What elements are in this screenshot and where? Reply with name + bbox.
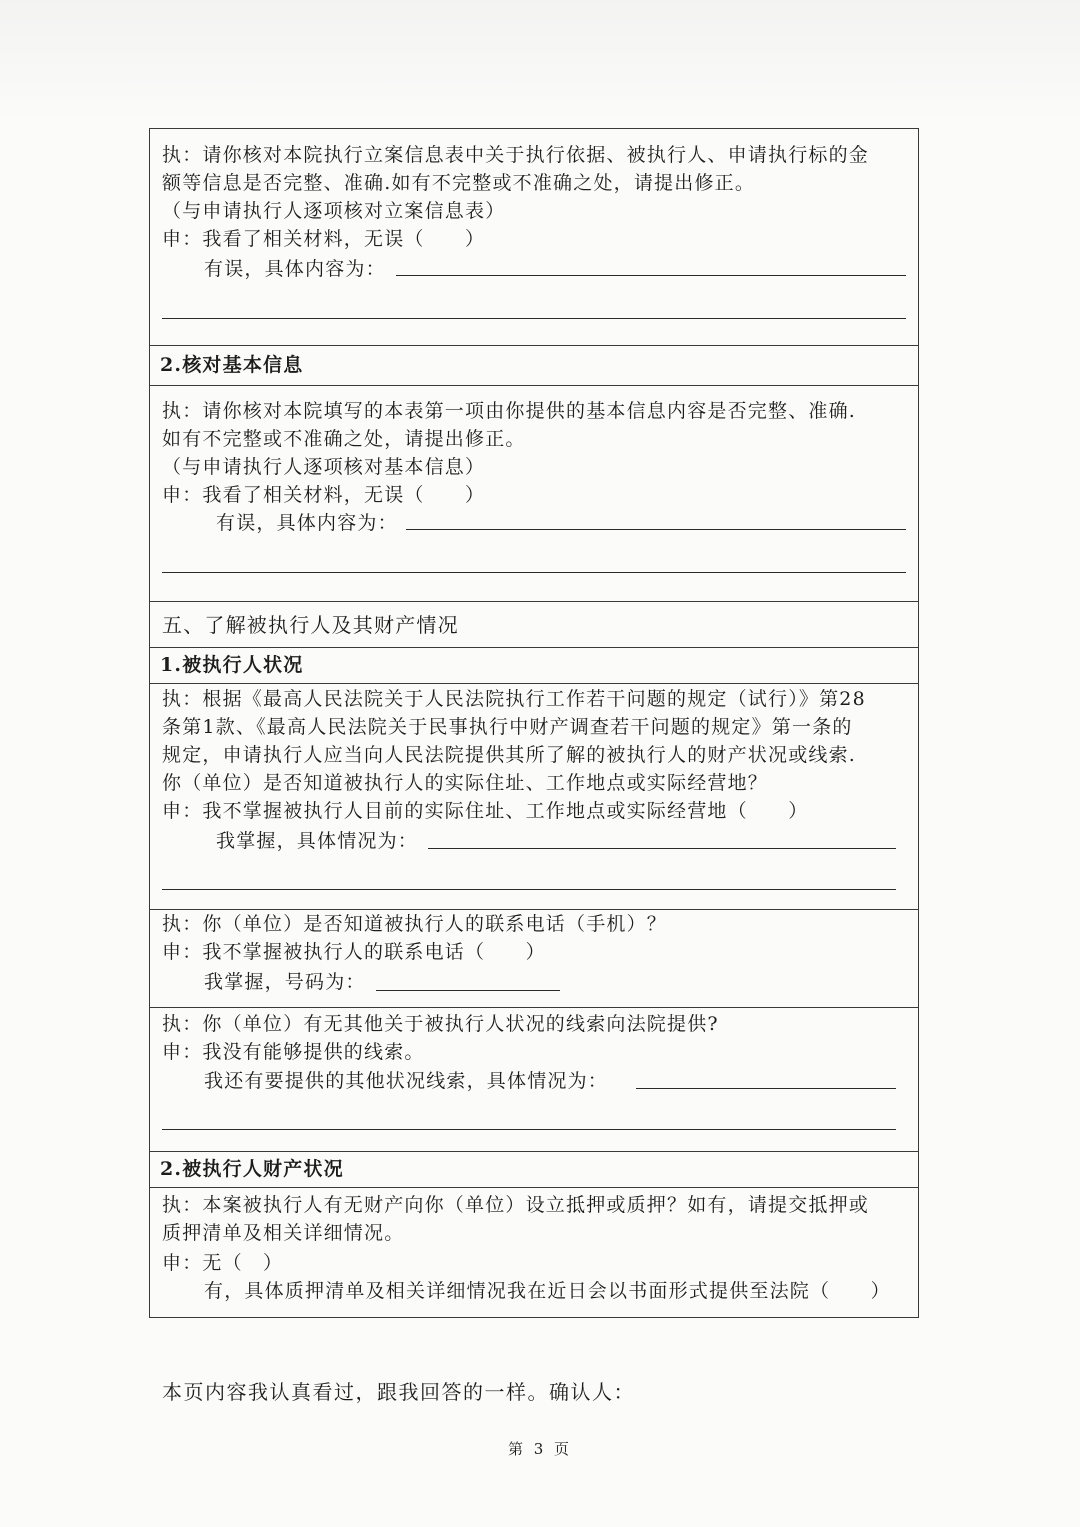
row-divider <box>150 345 918 346</box>
page-confirmation-statement: 本页内容我认真看过，跟我回答的一样。确认人： <box>162 1380 635 1404</box>
phone-answer-known-label: 我掌握，号码为： <box>204 971 366 993</box>
section-heading-verify-basic-info: 2.核对基本信息 <box>160 354 304 376</box>
phone-question: 执：你（单位）是否知道被执行人的联系电话（手机）？ <box>162 913 668 935</box>
verify-filing-error-fill-line[interactable] <box>396 275 906 276</box>
other-clues-answer-has-label: 我还有要提供的其他状况线索，具体情况为： <box>204 1070 609 1092</box>
verify-filing-question-line1: 执：请你核对本院执行立案信息表中关于执行依据、被执行人、申请执行标的金 <box>162 144 870 166</box>
section-heading-respondent-property: 五、了解被执行人及其财产情况 <box>162 613 459 637</box>
other-clues-answer-none: 申：我没有能够提供的线索。 <box>162 1041 425 1063</box>
row-divider <box>150 385 918 386</box>
record-form-table <box>149 128 919 1318</box>
pledge-question-line2: 质押清单及相关详细情况。 <box>162 1222 405 1244</box>
verify-basic-question-line2: 如有不完整或不准确之处，请提出修正。 <box>162 428 526 450</box>
address-question-line2: 条第1款、《最高人民法院关于民事执行中财产调查若干问题的规定》第一条的 <box>162 716 853 738</box>
row-divider <box>150 647 918 648</box>
subsection-heading-respondent-status: 1.被执行人状况 <box>160 654 304 676</box>
verify-filing-note: （与申请执行人逐项核对立案信息表） <box>162 200 506 222</box>
verify-basic-note: （与申请执行人逐项核对基本信息） <box>162 456 486 478</box>
verify-filing-answer-correct: 申：我看了相关材料，无误（ ） <box>162 228 486 250</box>
verify-filing-question-line2: 额等信息是否完整、准确.如有不完整或不准确之处，请提出修正。 <box>162 172 756 194</box>
pledge-question-line1: 执：本案被执行人有无财产向你（单位）设立抵押或质押？如有，请提交抵押或 <box>162 1194 870 1216</box>
row-divider <box>150 1187 918 1188</box>
verify-basic-answer-correct: 申：我看了相关材料，无误（ ） <box>162 484 486 506</box>
verify-basic-answer-error-label: 有误，具体内容为： <box>216 512 398 534</box>
address-known-fill-line[interactable] <box>428 848 896 849</box>
other-clues-fill-line[interactable] <box>636 1088 896 1089</box>
address-answer-unknown: 申：我不掌握被执行人目前的实际住址、工作地点或实际经营地（ ） <box>162 800 809 822</box>
row-divider <box>150 601 918 602</box>
verify-basic-error-fill-line-2[interactable] <box>162 572 906 573</box>
other-clues-fill-line-2[interactable] <box>162 1129 896 1130</box>
scan-shading <box>0 0 1080 120</box>
address-question-line3: 规定，申请执行人应当向人民法院提供其所了解的被执行人的财产状况或线索. <box>162 744 857 766</box>
subsection-heading-property-status: 2.被执行人财产状况 <box>160 1158 344 1180</box>
row-divider <box>150 1151 918 1152</box>
row-divider <box>150 1007 918 1008</box>
verify-basic-question-line1: 执：请你核对本院填写的本表第一项由你提供的基本信息内容是否完整、准确. <box>162 400 857 422</box>
verify-filing-error-fill-line-2[interactable] <box>162 318 906 319</box>
other-clues-question: 执：你（单位）有无其他关于被执行人状况的线索向法院提供? <box>162 1013 719 1035</box>
verify-filing-answer-error-label: 有误，具体内容为： <box>204 258 386 280</box>
page-number: 第 3 页 <box>507 1440 573 1458</box>
phone-number-fill-line[interactable] <box>376 990 560 991</box>
verify-basic-error-fill-line[interactable] <box>406 529 906 530</box>
address-known-fill-line-2[interactable] <box>162 889 896 890</box>
row-divider <box>150 683 918 684</box>
pledge-answer-none: 申：无（ ） <box>162 1252 284 1274</box>
address-answer-known-label: 我掌握，具体情况为： <box>216 830 419 852</box>
address-question-line4: 你（单位）是否知道被执行人的实际住址、工作地点或实际经营地？ <box>162 772 769 794</box>
address-question-line1: 执：根据《最高人民法院关于人民法院执行工作若干问题的规定（试行）》第28 <box>162 688 866 710</box>
pledge-answer-has: 有，具体质押清单及相关详细情况我在近日会以书面形式提供至法院（ ） <box>204 1280 891 1302</box>
phone-answer-unknown: 申：我不掌握被执行人的联系电话（ ） <box>162 941 546 963</box>
